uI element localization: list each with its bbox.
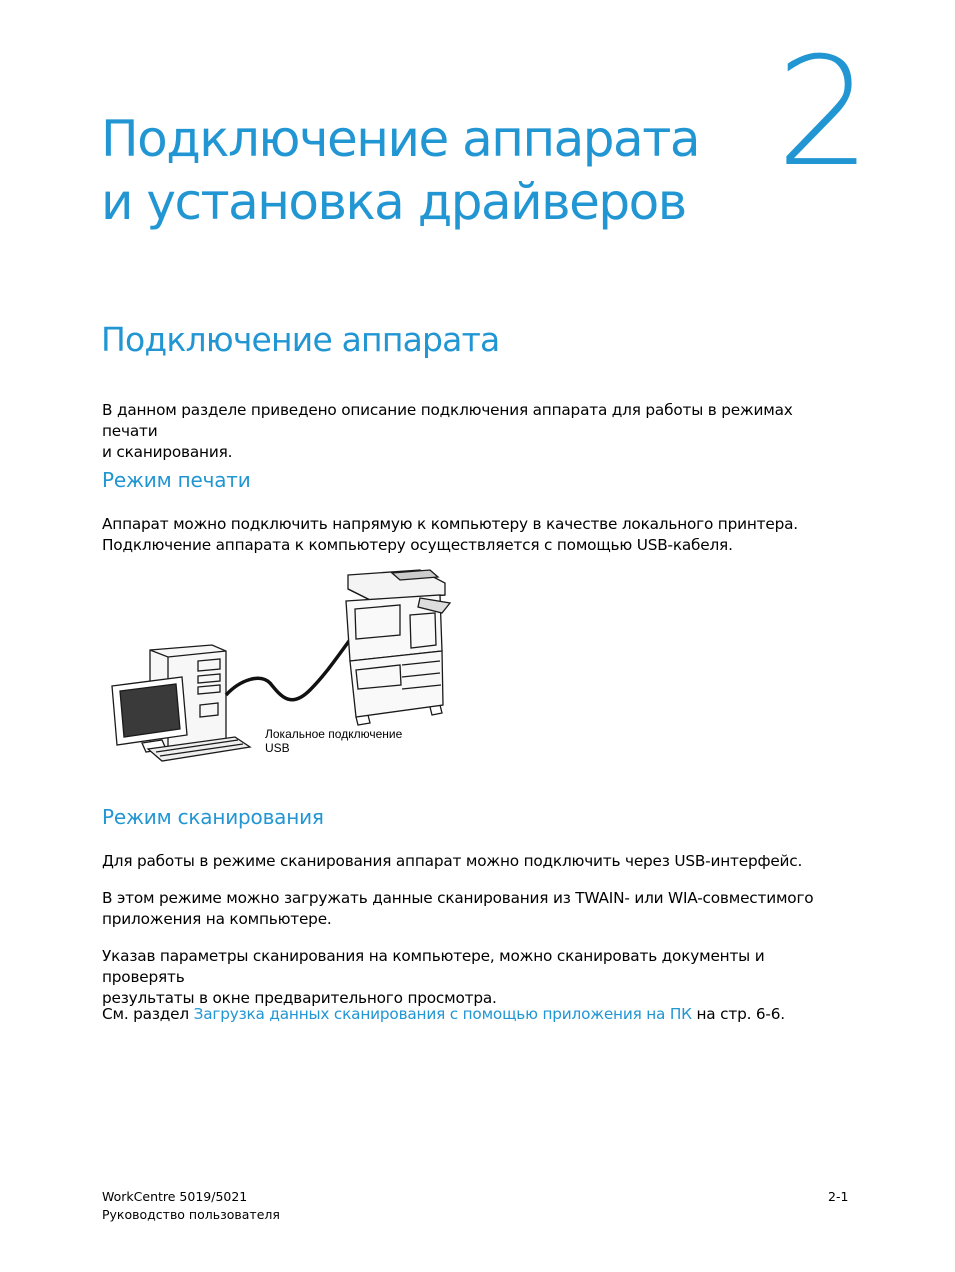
scan-mode-paragraph-2-line-1: В этом режиме можно загружать данные сканирования из TWAIN- или WIA-совместимого <box>102 889 814 907</box>
chapter-title-line-1: Подключение аппарата <box>101 110 699 168</box>
section-intro-line-2: и сканирования. <box>102 443 233 461</box>
section-intro-line-1: В данном разделе приведено описание подключения аппарата для работы в режимах печати <box>102 401 793 440</box>
print-mode-description <box>102 514 842 556</box>
print-mode-line-2: Подключение аппарата к компьютеру осуществляется с помощью USB-кабеля. <box>102 536 733 554</box>
scan-mode-paragraph-3-line-2: результаты в окне предварительного просмотра. <box>102 989 497 1007</box>
scan-mode-paragraph-1: Для работы в режиме сканирования аппарат можно подключить через USB-интерфейс. <box>102 852 803 870</box>
reference-suffix: на стр. 6-6. <box>691 1005 785 1023</box>
footer-page-number: 2-1 <box>828 1189 849 1204</box>
scan-mode-reference <box>102 1004 842 1025</box>
scan-mode-paragraph-2-line-2: приложения на компьютере. <box>102 910 332 928</box>
figure-caption-line-1: Локальное подключение <box>265 727 403 741</box>
footer-product: WorkCentre 5019/5021 <box>102 1189 248 1204</box>
scan-mode-title: Режим сканирования <box>102 805 324 829</box>
usb-cable <box>226 637 352 700</box>
print-mode-line-1: Аппарат можно подключить напрямую к компьютеру в качестве локального принтера. <box>102 515 798 533</box>
print-mode-title: Режим печати <box>102 468 251 492</box>
footer-product-info <box>102 1188 280 1224</box>
scan-mode-paragraph-3 <box>102 946 842 1009</box>
scan-mode-paragraph-2 <box>102 888 842 930</box>
section-title: Подключение аппарата <box>101 320 500 359</box>
scan-mode-paragraph-3-line-1: Указав параметры сканирования на компьютере, можно сканировать документы и проверять <box>102 947 765 986</box>
section-intro <box>102 400 842 463</box>
scan-guide-link[interactable]: Загрузка данных сканирования с помощью приложения на ПК <box>193 1005 692 1023</box>
figure-caption-line-2: USB <box>265 741 290 755</box>
footer-guide: Руководство пользователя <box>102 1207 280 1222</box>
reference-prefix: См. раздел <box>102 1005 194 1023</box>
printer-icon <box>346 570 450 725</box>
chapter-title-line-2: и установка драйверов <box>101 173 686 231</box>
chapter-title <box>101 108 741 234</box>
figure-caption <box>265 727 402 755</box>
chapter-number: 2 <box>776 26 872 200</box>
